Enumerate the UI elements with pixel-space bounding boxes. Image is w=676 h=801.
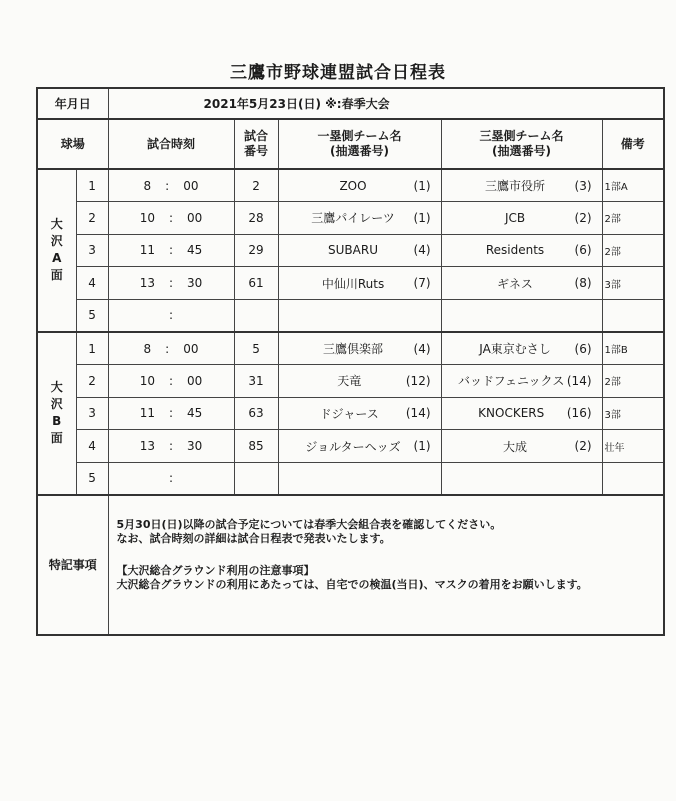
time-hour: 8 (143, 341, 152, 356)
time-colon: : (168, 276, 174, 291)
team-name: ZOO (339, 178, 367, 193)
date-label: 年月日 (37, 88, 108, 119)
first-base-team (278, 462, 441, 495)
game-number: 5 (234, 332, 278, 365)
game-time (108, 397, 234, 430)
third-base-team (441, 430, 602, 463)
time-colon: : (168, 406, 174, 421)
first-base-team (278, 202, 441, 235)
slot-number: 2 (76, 202, 108, 235)
third-base-team (441, 267, 602, 300)
remark (602, 462, 664, 495)
notes-row (37, 495, 664, 635)
game-time (108, 332, 234, 365)
lottery-number: (6) (574, 341, 592, 356)
game-time (108, 169, 234, 202)
lottery-number: (14) (566, 373, 592, 388)
game-time (108, 365, 234, 398)
lottery-number: (16) (566, 406, 592, 421)
field-name (37, 332, 76, 495)
time-colon: : (168, 243, 174, 258)
remark: 2部 (602, 365, 664, 398)
header-third-base-line2: (抽選番号) (492, 144, 551, 158)
third-base-team (441, 169, 602, 202)
field-name-char: 沢 (50, 234, 63, 249)
remark: 2部 (602, 202, 664, 235)
field-name-char: 大 (50, 217, 63, 232)
slot-number: 2 (76, 365, 108, 398)
team-name: SUBARU (328, 243, 378, 258)
lottery-number: (12) (405, 373, 431, 388)
note-line: 【大沢総合グラウンド利用の注意事項】 (116, 563, 315, 577)
first-base-team (278, 430, 441, 463)
time-colon: : (168, 373, 174, 388)
slot-number: 3 (76, 234, 108, 267)
header-first-base-line1: 一塁側チーム名 (317, 129, 402, 143)
slot-number: 5 (76, 299, 108, 332)
time-hour: 11 (139, 243, 155, 258)
first-base-team (278, 267, 441, 300)
time-hour: 13 (139, 276, 155, 291)
third-base-team (441, 365, 602, 398)
third-base-team (441, 397, 602, 430)
game-row (37, 202, 664, 235)
slot-number: 1 (76, 332, 108, 365)
remark (602, 299, 664, 332)
first-base-team (278, 397, 441, 430)
field-name-char: 大 (50, 380, 63, 395)
team-name: KNOCKERS (478, 406, 545, 421)
page-title: 三鷹市野球連盟試合日程表 (230, 63, 446, 83)
field-name (37, 169, 76, 332)
lottery-number: (2) (574, 439, 592, 454)
time-minute: 00 (187, 210, 203, 225)
game-row (37, 397, 664, 430)
team-name: ドジャース (319, 406, 379, 421)
lottery-number: (2) (574, 210, 592, 225)
game-time (108, 299, 234, 332)
time-minute: 45 (187, 243, 203, 258)
game-row (37, 365, 664, 398)
first-base-team (278, 365, 441, 398)
game-number: 29 (234, 234, 278, 267)
header-game-number (234, 119, 278, 169)
lottery-number: (1) (413, 439, 431, 454)
game-time (108, 267, 234, 300)
team-name: 三鷹倶楽部 (323, 342, 384, 357)
lottery-number: (4) (413, 243, 431, 258)
time-colon: : (168, 439, 174, 454)
game-row (37, 332, 664, 365)
header-third-base (441, 119, 602, 169)
notes-label: 特記事項 (37, 495, 108, 635)
third-base-team (441, 234, 602, 267)
lottery-number: (4) (413, 341, 431, 356)
time-hour: 8 (143, 178, 152, 193)
field-name-char: 面 (50, 431, 63, 446)
time-hour: 10 (139, 210, 155, 225)
lottery-number: (6) (574, 243, 592, 258)
header-first-base (278, 119, 441, 169)
time-hour: 10 (139, 373, 155, 388)
schedule-table (36, 87, 665, 636)
game-number (234, 462, 278, 495)
first-base-team (278, 299, 441, 332)
team-name: Residents (485, 243, 545, 258)
time-hour: 11 (139, 406, 155, 421)
date-row (37, 88, 664, 119)
time-colon: : (168, 308, 174, 323)
team-name: 天竜 (337, 374, 362, 389)
time-colon: : (168, 210, 174, 225)
remark: 壮年 (602, 430, 664, 463)
slot-number: 3 (76, 397, 108, 430)
slot-number: 5 (76, 462, 108, 495)
time-minute: 30 (187, 276, 203, 291)
time-hour: 13 (139, 439, 155, 454)
header-field: 球場 (37, 119, 108, 169)
game-number: 61 (234, 267, 278, 300)
time-minute: 00 (183, 341, 199, 356)
note-line: なお、試合時刻の詳細は試合日程表で発表いたします。 (116, 531, 391, 545)
header-game-number-line1: 試合 (244, 129, 269, 143)
game-number: 85 (234, 430, 278, 463)
time-minute: 00 (183, 178, 199, 193)
remark: 3部 (602, 397, 664, 430)
header-time: 試合時刻 (108, 119, 234, 169)
note-line: 大沢総合グラウンドの利用にあたっては、自宅での検温(当日)、マスクの着用をお願いします。 (116, 577, 588, 591)
time-colon: : (165, 341, 170, 356)
lottery-number: (1) (413, 210, 431, 225)
game-time (108, 202, 234, 235)
first-base-team (278, 234, 441, 267)
first-base-team (278, 169, 441, 202)
game-row (37, 299, 664, 332)
team-name: 中仙川Ruts (321, 276, 385, 291)
time-minute: 00 (187, 373, 203, 388)
slot-number: 4 (76, 267, 108, 300)
lottery-number: (7) (413, 276, 431, 291)
team-name: ギネス (497, 276, 533, 291)
field-name-char: B (52, 414, 62, 429)
game-time (108, 462, 234, 495)
game-time (108, 430, 234, 463)
time-minute: 45 (187, 406, 203, 421)
field-name-char: A (52, 251, 62, 266)
note-line: 5月30日(日)以降の試合予定については春季大会組合表を確認してください。 (116, 517, 502, 531)
game-number (234, 299, 278, 332)
lottery-number: (14) (405, 406, 431, 421)
time-minute: 30 (187, 439, 203, 454)
remark: 3部 (602, 267, 664, 300)
third-base-team (441, 462, 602, 495)
game-time (108, 234, 234, 267)
team-name: 三鷹市役所 (485, 179, 546, 194)
remark: 1部B (602, 332, 664, 365)
game-row (37, 462, 664, 495)
header-third-base-line1: 三塁側チーム名 (479, 129, 564, 143)
date-value: 2021年5月23日(日) ※:春季大会 (108, 88, 664, 119)
remark: 1部A (602, 169, 664, 202)
game-row (37, 430, 664, 463)
game-row (37, 267, 664, 300)
lottery-number: (3) (574, 178, 592, 193)
team-name: バッドフェニックス (457, 374, 565, 389)
game-number: 28 (234, 202, 278, 235)
notes-content (108, 495, 664, 635)
team-name: 大成 (503, 439, 528, 454)
field-name-char: 沢 (50, 397, 63, 412)
team-name: 三鷹パイレーツ (311, 211, 395, 226)
remark: 2部 (602, 234, 664, 267)
third-base-team (441, 332, 602, 365)
header-first-base-line2: (抽選番号) (330, 144, 389, 158)
game-row (37, 169, 664, 202)
game-row (37, 234, 664, 267)
first-base-team (278, 332, 441, 365)
third-base-team (441, 299, 602, 332)
lottery-number: (1) (413, 178, 431, 193)
game-number: 63 (234, 397, 278, 430)
time-colon: : (165, 178, 170, 193)
team-name: JCB (504, 210, 526, 225)
game-number: 31 (234, 365, 278, 398)
slot-number: 4 (76, 430, 108, 463)
header-remarks: 備考 (602, 119, 664, 169)
header-row (37, 119, 664, 169)
team-name: ジョルターヘッズ (305, 439, 401, 454)
team-name: JA東京むさし (479, 342, 551, 357)
lottery-number: (8) (574, 276, 592, 291)
game-number: 2 (234, 169, 278, 202)
time-colon: : (168, 471, 174, 486)
header-game-number-line2: 番号 (244, 144, 269, 158)
field-name-char: 面 (50, 268, 63, 283)
slot-number: 1 (76, 169, 108, 202)
third-base-team (441, 202, 602, 235)
